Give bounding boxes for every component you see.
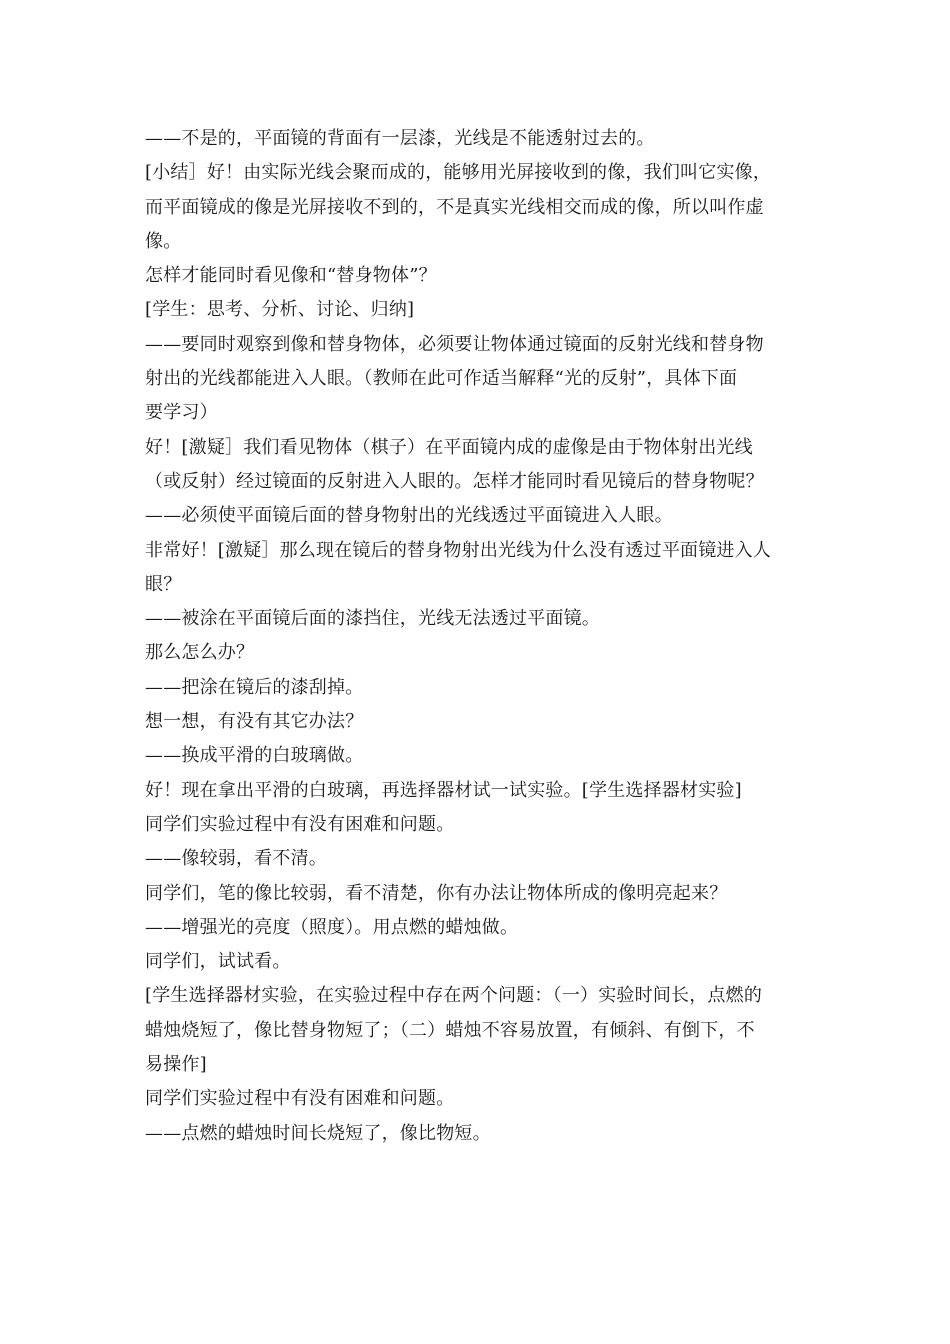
text-line: 非常好！[激疑］那么现在镜后的替身物射出光线为什么没有透过平面镜进入人 xyxy=(145,539,772,561)
text-line: （或反射）经过镜面的反射进入人眼的。怎样才能同时看见镜后的替身物呢？ xyxy=(145,470,764,492)
text-line: 怎样才能同时看见像和“替身物体”？ xyxy=(145,265,437,287)
text-line: 好！[激疑］我们看见物体（棋子）在平面镜内成的虚像是由于物体射出光线 xyxy=(145,436,753,458)
text-line: 那么怎么办？ xyxy=(145,642,255,664)
text-line: 像。 xyxy=(145,230,182,252)
text-line: 同学们实验过程中有没有困难和问题。 xyxy=(145,1088,455,1110)
document-body xyxy=(145,122,810,1151)
text-line: [小结］好！由实际光线会聚而成的，能够用光屏接收到的像，我们叫它实像， xyxy=(145,162,772,184)
text-line: ——增强光的亮度（照度）。用点燃的蜡烛做。 xyxy=(145,916,519,938)
text-line: 同学们，笔的像比较弱，看不清楚，你有办法让物体所成的像明亮起来？ xyxy=(145,882,728,904)
text-line: 好！现在拿出平滑的白玻璃，再选择器材试一试实验。[学生选择器材实验] xyxy=(145,779,742,801)
text-line: ——被涂在平面镜后面的漆挡住，光线无法透过平面镜。 xyxy=(145,608,600,630)
text-line: 蜡烛烧短了，像比替身物短了；（二）蜡烛不容易放置，有倾斜、有倒下，不 xyxy=(145,1019,755,1041)
text-line: ——把涂在镜后的漆刮掉。 xyxy=(145,676,364,698)
text-line: ——必须使平面镜后面的替身物射出的光线透过平面镜进入人眼。 xyxy=(145,505,673,527)
text-line: 同学们，试试看。 xyxy=(145,951,291,973)
text-line: 眼？ xyxy=(145,573,182,595)
text-line: ——不是的，平面镜的背面有一层漆，光线是不能透射过去的。 xyxy=(145,128,655,149)
text-line: 要学习） xyxy=(145,402,218,424)
text-line: 而平面镜成的像是光屏接收不到的，不是真实光线相交而成的像，所以叫作虚 xyxy=(145,196,764,218)
text-line: ——点燃的蜡烛时间长烧短了，像比物短。 xyxy=(145,1122,491,1144)
text-line: 射出的光线都能进入人眼。（教师在此可作适当解释“光的反射”，具体下面 xyxy=(145,368,738,390)
text-line: 同学们实验过程中有没有困难和问题。 xyxy=(145,813,455,835)
text-line: ——像较弱，看不清。 xyxy=(145,848,327,870)
text-line: ——要同时观察到像和替身物体，必须要让物体通过镜面的反射光线和替身物 xyxy=(145,333,764,355)
text-line: 想一想，有没有其它办法？ xyxy=(145,711,364,733)
text-line: ——换成平滑的白玻璃做。 xyxy=(145,745,364,767)
text-line: 易操作] xyxy=(145,1054,207,1076)
text-line: [学生选择器材实验，在实验过程中存在两个问题：（一）实验时间长，点燃的 xyxy=(145,985,763,1007)
text-line: [学生：思考、分析、讨论、归纳] xyxy=(145,299,415,321)
